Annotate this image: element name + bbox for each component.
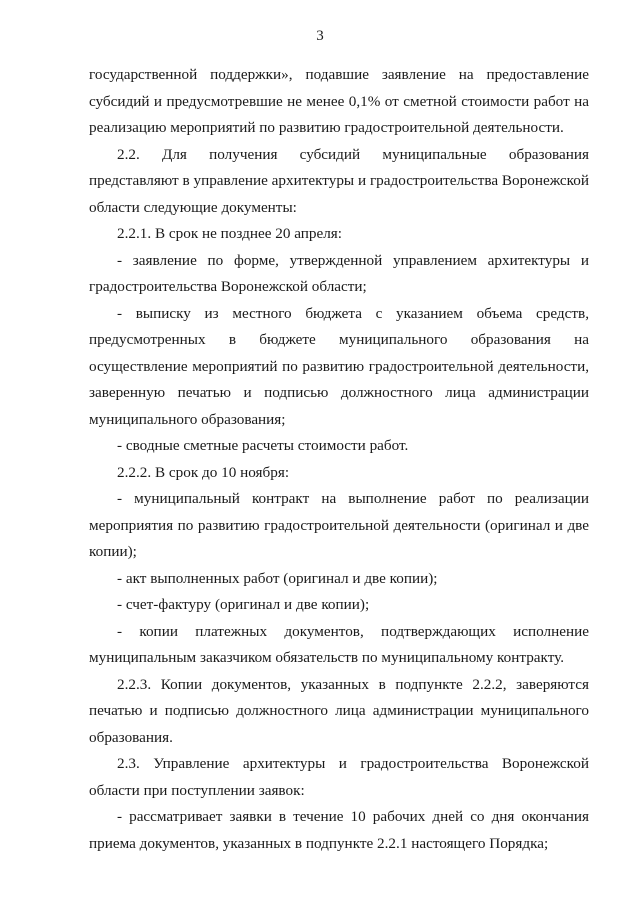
paragraph: 2.2.3. Копии документов, указанных в подпункте 2.2.2, заверяются печатью и подписью должностного лица администрации муниципального образования.	[89, 675, 589, 746]
paragraph: 2.2.1. В срок не позднее 20 апреля:	[117, 225, 343, 242]
paragraph: - муниципальный контракт на выполнение работ по реализации мероприятия по развитию градостроительной деятельности (оригинал и две копии);	[89, 490, 589, 560]
paragraph: - сводные сметные расчеты стоимости работ.	[117, 437, 409, 454]
paragraph: 2.2.2. В срок до 10 ноября:	[117, 463, 290, 481]
paragraph: 2.3. Управление архитектуры и градостроительства Воронежской области при поступлении заявок:	[89, 755, 589, 799]
paragraph: 2.2. Для получения субсидий муниципальные образования представляют в управление архитектуры и градостроительства Воронежской области следующие документы:	[89, 145, 589, 216]
paragraph: - копии платежных документов, подтверждающих исполнение муниципальным заказчиком обязательств по муниципальному контракту.	[89, 622, 589, 666]
document-body	[89, 62, 589, 857]
page-number: 3	[316, 28, 324, 44]
paragraph: - счет-фактуру (оригинал и две копии);	[117, 596, 370, 613]
paragraph: государственной поддержки», подавшие заявление на предоставление субсидий и предусмотревшие не менее 0,1% от сметной стоимости работ на реализацию мероприятий по развитию градостроительной деятельности.	[89, 66, 589, 136]
paragraph: - акт выполненных работ (оригинал и две копии);	[117, 569, 438, 587]
paragraph: - рассматривает заявки в течение 10 рабочих дней со дня окончания приема документов, указанных в подпункте 2.2.1 настоящего Порядка;	[89, 808, 589, 852]
paragraph: - заявление по форме, утвержденной управлением архитектуры и градостроительства Воронежской области;	[89, 251, 589, 295]
paragraph: - выписку из местного бюджета с указанием объема средств, предусмотренных в бюджете муниципального образования на осуществление мероприятий по развитию градостроительной деятельности, заверенную печатью и подписью должностного лица администрации муниципального образования;	[89, 304, 589, 428]
